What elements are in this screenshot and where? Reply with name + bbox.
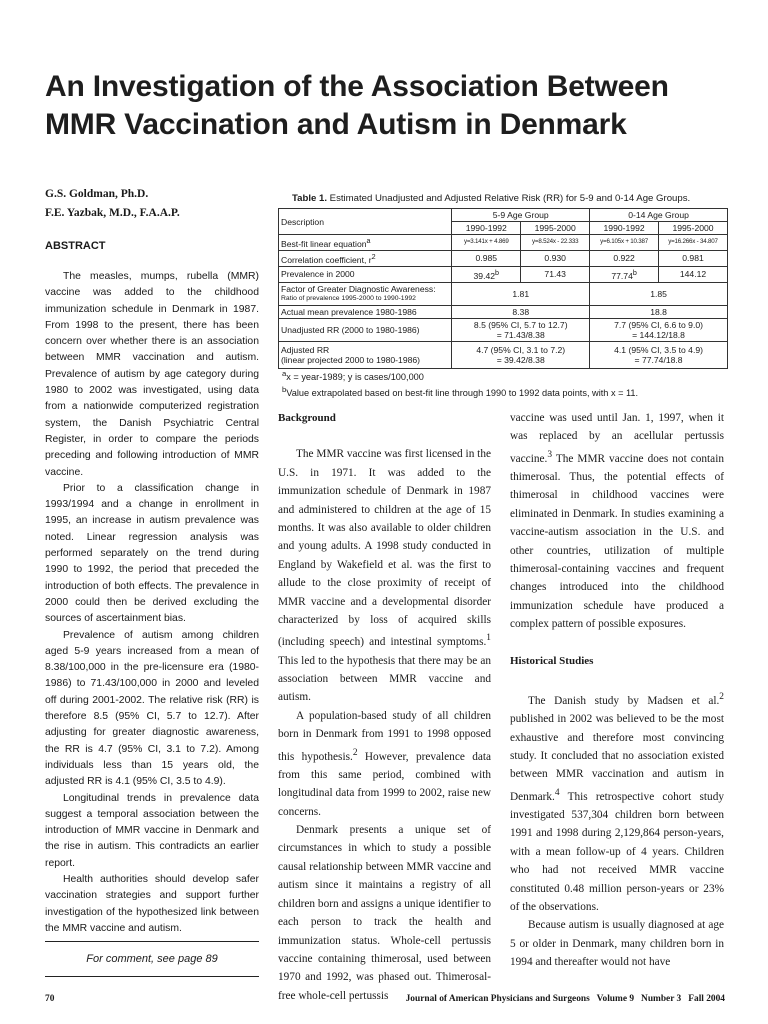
abstract-paragraph: The measles, mumps, rubella (MMR) vaccine was added to the childhood immunization schedule in Denmark in 1987. From 1998 to the present, there has been concern over whether there is an association between MMR vaccination and autism. Prevalence of autism by age category during 1980 to 2002 was investigated, using data from a nationwide computerized registration system, the Danish Psychiatric Central Register, in order to compare the periods preceding and following introduction of MMR vaccine.: [45, 271, 259, 478]
body-paragraph: vaccine was used until Jan. 1, 1997, when it was replaced by an acellular pertussis vaccine.$^3$ The MMR vaccine does not contain thimerosal. Thus, the potential effects of thimerosal in childhood vaccines were eliminated in Denmark. In studies examining a vaccine-autism association in the U.S. and other countries, utilization of multiple thimerosal-containing vaccines and frequent changes introduced into the childhood immunization schedule have produced a complex pattern of possible exposures.: [510, 412, 724, 631]
table-cell: 0.922: [590, 250, 659, 266]
section-heading-historical: Historical Studies: [510, 654, 594, 667]
abstract-paragraph: Prior to a classification change in 1993/1994 and a change in enrollment in 1995, an increase in autism prevalence was noted. Linear regression analysis was performed separately on the trend during 1990 to 1992, the period that preceded the introduction of both effects. The prevalence in 2000 could then be derived excluding the sources of ascertainment bias.: [45, 482, 259, 625]
table-cell: y=8.524x - 22.333: [521, 235, 590, 251]
abstract-paragraph: Health authorities should develop safer vaccination strategies and support further investigation of the hypothesized link between the MMR vaccine and autism.: [45, 873, 259, 934]
table-cell: 4.7 (95% CI, 3.1 to 7.2) = 39.42/8.38: [452, 341, 590, 368]
comment-reference: For comment, see page 89: [45, 941, 259, 977]
page-footer: [45, 994, 725, 1008]
table-header-cell: 5-9 Age Group: [452, 209, 590, 222]
table-cell: 1.85: [590, 282, 728, 305]
table-footnote: $^b$Value extrapolated based on best-fit line through 1990 to 1992 data points, with x = 11.: [282, 384, 639, 398]
table-cell: 144.12: [659, 266, 728, 282]
body-paragraph: The MMR vaccine was first licensed in the U.S. in 1971. It was added to the immunization schedule of Denmark in 1987 and administered to children at the age of 15 months. It was also available to older children and young adults. A 1998 study conducted in England by Wakefield et al. was the first to allude to the close proximity of receipt of MMR vaccine and a developmental disorder characterized by loss of acquired skills (including speech) and intestinal symptoms.$^1$ This led to the hypothesis that there may be an association between MMR vaccine and autism.: [278, 448, 491, 704]
table-row: [279, 266, 728, 282]
table-header-cell: 1990-1992: [590, 222, 659, 235]
body-column-left: [278, 409, 491, 1005]
table-cell: 71.43: [521, 266, 590, 282]
abstract-heading: ABSTRACT: [45, 240, 106, 252]
abstract-body: [45, 269, 259, 937]
table-cell: 39.42$^b$: [452, 266, 521, 282]
article-title: An Investigation of the Association Between MMR Vaccination and Autism in Denmark: [45, 70, 669, 141]
row-label: Factor of Greater Diagnostic Awareness: Ratio of prevalence 1995-2000 to 1990-1992: [279, 282, 452, 305]
table-cell: y=3.141x + 4.869: [452, 235, 521, 251]
table-cell: 0.981: [659, 250, 728, 266]
row-label: Prevalence in 2000: [279, 266, 452, 282]
row-label: Unadjusted RR (2000 to 1980-1986): [279, 318, 452, 341]
page-number: 70: [45, 994, 55, 1004]
body-paragraph: A population-based study of all children born in Denmark from 1991 to 1998 opposed this hypothesis.$^2$ However, prevalence data from this same period, combined with longitudinal data from 1999 to 2002, raise new concerns.: [278, 709, 492, 818]
table-row: [279, 341, 728, 368]
table-cell: y=16.266x - 34.807: [659, 235, 728, 251]
abstract-paragraph: Prevalence of autism among children aged 5-9 years increased from a mean of 8.38/100,000 in the pre-licensure era (1980-1986) to 71.43/100,000 in 2000 and leveled off during 2001-2002. The relative risk (RR) is therefore 8.5 (95% CI, 5.7 to 12.7). After adjusting for greater diagnostic awareness, the RR is 4.7 (95% CI, 3.1 to 7.2). Among individuals less than 15 years old, the adjusted RR is 4.1 (95% CI, 3.5 to 4.9).: [45, 629, 259, 788]
author-name: F.E. Yazbak, M.D., F.A.A.P.: [45, 207, 180, 219]
author-list: [45, 185, 275, 223]
body-paragraph: Denmark presents a unique set of circumstances in which to study a possible causal relationship between MMR vaccine and autism since it maintains a registry of all children born and assigns a unique identifier to each person to track the health and immunization status. Whole-cell pertussis vaccine containing thimerosal, used between 1970 and 1992, was phased out. Thimerosal-free whole-cell pertussis: [278, 824, 491, 1002]
table-cell: 4.1 (95% CI, 3.5 to 4.9) = 77.74/18.8: [590, 341, 728, 368]
table-header-row: [279, 209, 728, 222]
table-cell: 7.7 (95% CI, 6.6 to 9.0) = 144.12/18.8: [590, 318, 728, 341]
table-cell: 0.930: [521, 250, 590, 266]
journal-citation: Journal of American Physicians and Surgeons Volume 9 Number 3 Fall 2004: [405, 994, 725, 1004]
row-label: Correlation coefficient, $r^2$: [279, 250, 452, 266]
table-cell: 8.38: [452, 305, 590, 318]
row-label: Actual mean prevalence 1980-1986: [279, 305, 452, 318]
table-cell: y=6.105x + 10.387: [590, 235, 659, 251]
body-column-right: [510, 409, 724, 972]
table-row: [279, 305, 728, 318]
table-header-cell: 1995-2000: [521, 222, 590, 235]
table-cell: 0.985: [452, 250, 521, 266]
table-row: [279, 282, 728, 305]
table-header-cell: 1990-1992: [452, 222, 521, 235]
table-row: [279, 235, 728, 251]
table-cell: 18.8: [590, 305, 728, 318]
table-cell: 1.81: [452, 282, 590, 305]
table-header-cell: 0-14 Age Group: [590, 209, 728, 222]
author-name: G.S. Goldman, Ph.D.: [45, 188, 149, 200]
table-header-cell: Description: [279, 209, 452, 235]
table-cell: 8.5 (95% CI, 5.7 to 12.7) = 71.43/8.38: [452, 318, 590, 341]
section-heading-background: Background: [278, 412, 336, 424]
body-paragraph: Because autism is usually diagnosed at age 5 or older in Denmark, many children born in 1994 and thereafter would not have: [510, 919, 724, 969]
table-caption: [292, 193, 728, 205]
row-label: Best-fit linear equation$^a$: [279, 235, 452, 251]
table-cell: 77.74$^b$: [590, 266, 659, 282]
table-caption-text: Estimated Unadjusted and Adjusted Relative Risk (RR) for 5-9 and 0-14 Age Groups.: [327, 193, 691, 204]
body-paragraph: The Danish study by Madsen et al.$^2$ published in 2002 was believed to be the most exhaustive and therefore most convincing study. It concluded that no association existed between MMR vaccination and autism in Denmark.$^4$ This retrospective cohort study investigated 537,304 children born between 1991 and 1998 during 2,129,864 person-years, with a mean follow-up of 4 years. Children who had not received MMR vaccine constituted 0.48 million person-years or 23% of the observations.: [510, 692, 724, 914]
abstract-paragraph: Longitudinal trends in prevalence data suggest a temporal association between the introduction of MMR vaccine in Denmark and the rise in autism. This contradicts an earlier report.: [45, 792, 259, 869]
table-footnotes: [282, 368, 732, 399]
table-footnote: $^a$x = year-1989; y is cases/100,000: [282, 369, 424, 383]
row-label: Adjusted RR (linear projected 2000 to 1980-1986): [279, 341, 452, 368]
table-row: [279, 318, 728, 341]
relative-risk-table: [278, 208, 728, 369]
table-caption-label: Table 1.: [292, 193, 328, 204]
table-row: [279, 250, 728, 266]
table-header-cell: 1995-2000: [659, 222, 728, 235]
